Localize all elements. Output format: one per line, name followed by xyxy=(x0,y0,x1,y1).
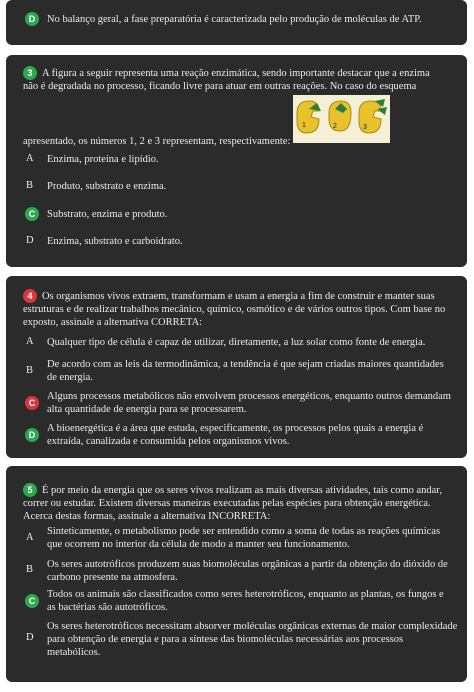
question-stem: exposto, assinale a alternativa CORRETA: xyxy=(23,317,203,328)
question-number-badge: 5 xyxy=(23,483,37,497)
option-text[interactable]: De acordo com as leis da termodinâmica, a tendência é que sejam criadas maiores quantidades xyxy=(47,359,444,370)
option-text[interactable]: que ocorrem no interior da célula de modo a manter seu funcionamento. xyxy=(47,539,350,550)
option-badge-correct: C xyxy=(25,207,39,221)
option-letter: D xyxy=(26,235,34,246)
figure-label-3: 3 xyxy=(363,124,367,131)
question-stem: estruturas e de realizar trabalhos mecânico, químico, osmótico e de vários outros tipos. Com base no xyxy=(23,304,446,315)
option-letter: A xyxy=(26,336,34,347)
option-text[interactable]: Os seres heterotróficos necessitam absorver moléculas orgânicas externas de maior complexidade xyxy=(47,621,458,632)
enzyme-reaction-figure xyxy=(293,95,390,143)
option-letter: B xyxy=(26,564,34,575)
question-number-badge: 4 xyxy=(23,289,37,303)
figure-label-1: 1 xyxy=(302,122,306,129)
question-stem: apresentado, os números 1, 2 e 3 representam, respectivamente: xyxy=(23,136,291,147)
option-text[interactable]: No balanço geral, a fase preparatória é caracterizada pelo produção de moléculas de ATP. xyxy=(47,14,422,25)
option-text[interactable]: Produto, substrato e enzima. xyxy=(47,181,167,192)
option-text[interactable]: de energia. xyxy=(47,372,93,383)
question-number-badge: 3 xyxy=(23,66,37,80)
option-text[interactable]: Todos os animais são classificados como seres heterotróficos, enquanto as plantas, os fungos e xyxy=(47,589,444,600)
question-stem: Acerca destas formas, assinale a alternativa INCORRETA: xyxy=(23,511,271,522)
question-card-2 xyxy=(6,0,467,45)
question-stem: não é degradada no processo, ficando livre para atuar em outras reações. No caso do esquema xyxy=(23,81,417,92)
option-letter: B xyxy=(26,365,34,376)
option-badge-correct: C xyxy=(25,594,39,608)
option-badge-wrong: C xyxy=(25,396,39,410)
option-badge-correct: D xyxy=(25,12,39,26)
option-text[interactable]: Enzima, substrato e carboidrato. xyxy=(47,236,183,247)
option-badge-correct: D xyxy=(25,428,39,442)
option-letter: D xyxy=(26,632,34,643)
option-letter: A xyxy=(26,153,34,164)
option-text[interactable]: Os seres autotróficos produzem suas biomoléculas orgânicas a partir da obtenção do dióxido de xyxy=(47,559,448,570)
question-stem: A figura a seguir representa uma reação enzimática, sendo importante destacar que a enzima xyxy=(42,68,430,79)
option-text[interactable]: extraída, canalizada e consumida pelos organismos vivos. xyxy=(47,436,290,447)
option-text[interactable]: as bactérias são autotróficos. xyxy=(47,602,168,613)
option-text[interactable]: Sinteticamente, o metabolismo pode ser entendido como a soma de todas as reações químicas xyxy=(47,526,441,537)
option-letter: A xyxy=(26,532,34,543)
option-text[interactable]: alta quantidade de energia para se processarem. xyxy=(47,404,247,415)
option-text[interactable]: para obtenção de energia e para a síntese das biomoléculas necessárias aos processos xyxy=(47,634,404,645)
question-stem: Os organismos vivos extraem, transformam e usam a energia a fim de construir e manter suas xyxy=(42,291,435,302)
option-letter: B xyxy=(26,180,34,191)
option-text[interactable]: Enzima, proteína e lipídio. xyxy=(47,154,159,165)
option-text[interactable]: Alguns processos metabólicos não envolvem processos energéticos, enquanto outros demandam xyxy=(47,391,451,402)
figure-label-2: 2 xyxy=(333,123,337,130)
question-card-5 xyxy=(6,466,467,682)
enzyme-diagram-image xyxy=(293,95,390,143)
option-text[interactable]: carbono presente na atmosfera. xyxy=(47,572,178,583)
option-text[interactable]: metabólicos. xyxy=(47,647,101,658)
option-text[interactable]: Substrato, enzima e produto. xyxy=(47,209,168,220)
question-stem: correr ou estudar. Existem diversas maneiras executadas pelas espécies para obtenção energética. xyxy=(23,498,431,509)
question-card-3 xyxy=(6,55,467,267)
option-text[interactable]: Qualquer tipo de célula é capaz de utilizar, diretamente, a luz solar como fonte de energia. xyxy=(47,337,426,348)
question-stem: É por meio da energia que os seres vivos realizam as mais diversas atividades, tais como andar, xyxy=(42,485,443,496)
option-text[interactable]: A bioenergética é a área que estuda, especificamente, os processos pelos quais a energia é xyxy=(47,423,424,434)
question-card-4 xyxy=(6,276,467,458)
